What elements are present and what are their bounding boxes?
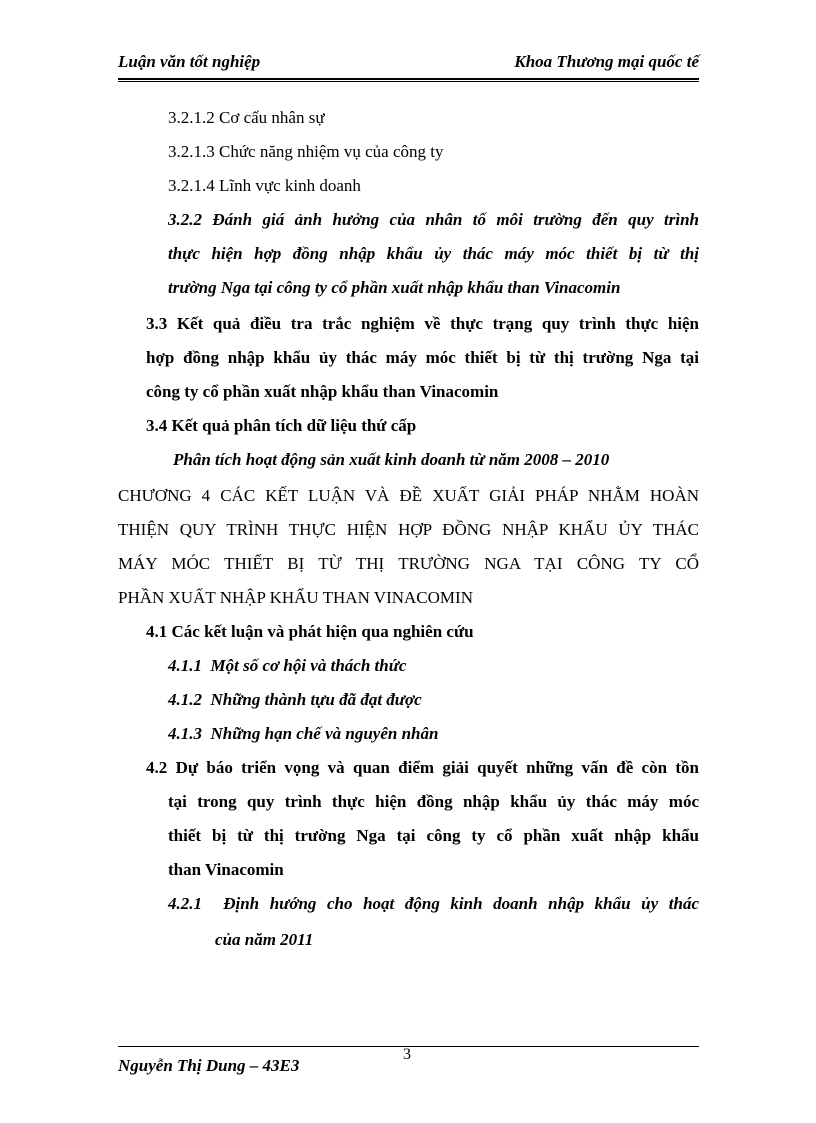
header-rule — [118, 78, 699, 82]
running-header — [118, 52, 699, 78]
toc-entry-3-2-1-2: 3.2.1.2 Cơ cấu nhân sự — [168, 108, 325, 127]
chapter-4-title-line2: THIỆN QUY TRÌNH THỰC HIỆN HỢP ĐỒNG NHẬP KHẨU ỦY THÁC — [118, 520, 699, 539]
toc-entry-4-2-1-line2: của năm 2011 — [215, 930, 314, 949]
toc-entry-4-2-line2: tại trong quy trình thực hiện đồng nhập khẩu ủy thác máy móc — [168, 792, 699, 811]
toc-entry-analysis: Phân tích hoạt động sản xuất kinh doanh từ năm 2008 – 2010 — [173, 450, 610, 469]
toc-entry-4-2-line1: 4.2 Dự báo triển vọng và quan điểm giải quyết những vấn đề còn tồn — [146, 758, 699, 777]
toc-entry-4-1: 4.1 Các kết luận và phát hiện qua nghiên cứu — [146, 622, 474, 641]
header-thesis-title: Luận văn tốt nghiệp — [118, 52, 261, 71]
header-faculty: Khoa Thương mại quốc tế — [514, 52, 699, 71]
toc-entry-4-1-2: 4.1.2 Những thành tựu đã đạt được — [168, 690, 422, 709]
toc-entry-3-2-2-line1: 3.2.2 Đánh giá ảnh hưởng của nhân tố môi trường đến quy trình — [168, 210, 699, 229]
toc-entry-3-2-1-4: 3.2.1.4 Lĩnh vực kinh doanh — [168, 176, 361, 195]
toc-entry-4-2-1-line1: 4.2.1 Định hướng cho hoạt động kinh doanh nhập khẩu ủy thác — [168, 894, 699, 913]
toc-entry-3-3-line1: 3.3 Kết quả điều tra trắc nghiệm về thực trạng quy trình thực hiện — [146, 314, 699, 333]
chapter-4-title-line3: MÁY MÓC THIẾT BỊ TỪ THỊ TRƯỜNG NGA TẠI CÔNG TY CỔ — [118, 554, 699, 573]
toc-entry-4-2-line3: thiết bị từ thị trường Nga tại công ty cổ phần xuất nhập khẩu — [168, 826, 699, 845]
toc-entry-4-2-line4: than Vinacomin — [168, 860, 284, 879]
toc-entry-3-4: 3.4 Kết quả phân tích dữ liệu thứ cấp — [146, 416, 417, 435]
page-number: 3 — [403, 1046, 411, 1063]
toc-entry-3-2-2-line2: thực hiện hợp đồng nhập khẩu ủy thác máy móc thiết bị từ thị — [168, 244, 699, 263]
toc-entry-3-3-line3: công ty cổ phần xuất nhập khẩu than Vinacomin — [146, 382, 499, 401]
toc-entry-4-1-1: 4.1.1 Một số cơ hội và thách thức — [168, 656, 407, 675]
toc-entry-3-3-line2: hợp đồng nhập khẩu ủy thác máy móc thiết bị từ thị trường Nga tại — [146, 348, 699, 367]
footer-author: Nguyễn Thị Dung – 43E3 — [118, 1056, 300, 1075]
toc-entry-4-1-3: 4.1.3 Những hạn chế và nguyên nhân — [168, 724, 439, 743]
chapter-4-title-line1: CHƯƠNG 4 CÁC KẾT LUẬN VÀ ĐỀ XUẤT GIẢI PHÁP NHẰM HOÀN — [118, 486, 699, 505]
toc-entry-3-2-2-line3: trường Nga tại công ty cổ phần xuất nhập khẩu than Vinacomin — [168, 278, 621, 297]
chapter-4-title-line4: PHẦN XUẤT NHẬP KHẨU THAN VINACOMIN — [118, 588, 473, 607]
toc-entry-3-2-1-3: 3.2.1.3 Chức năng nhiệm vụ của công ty — [168, 142, 444, 161]
